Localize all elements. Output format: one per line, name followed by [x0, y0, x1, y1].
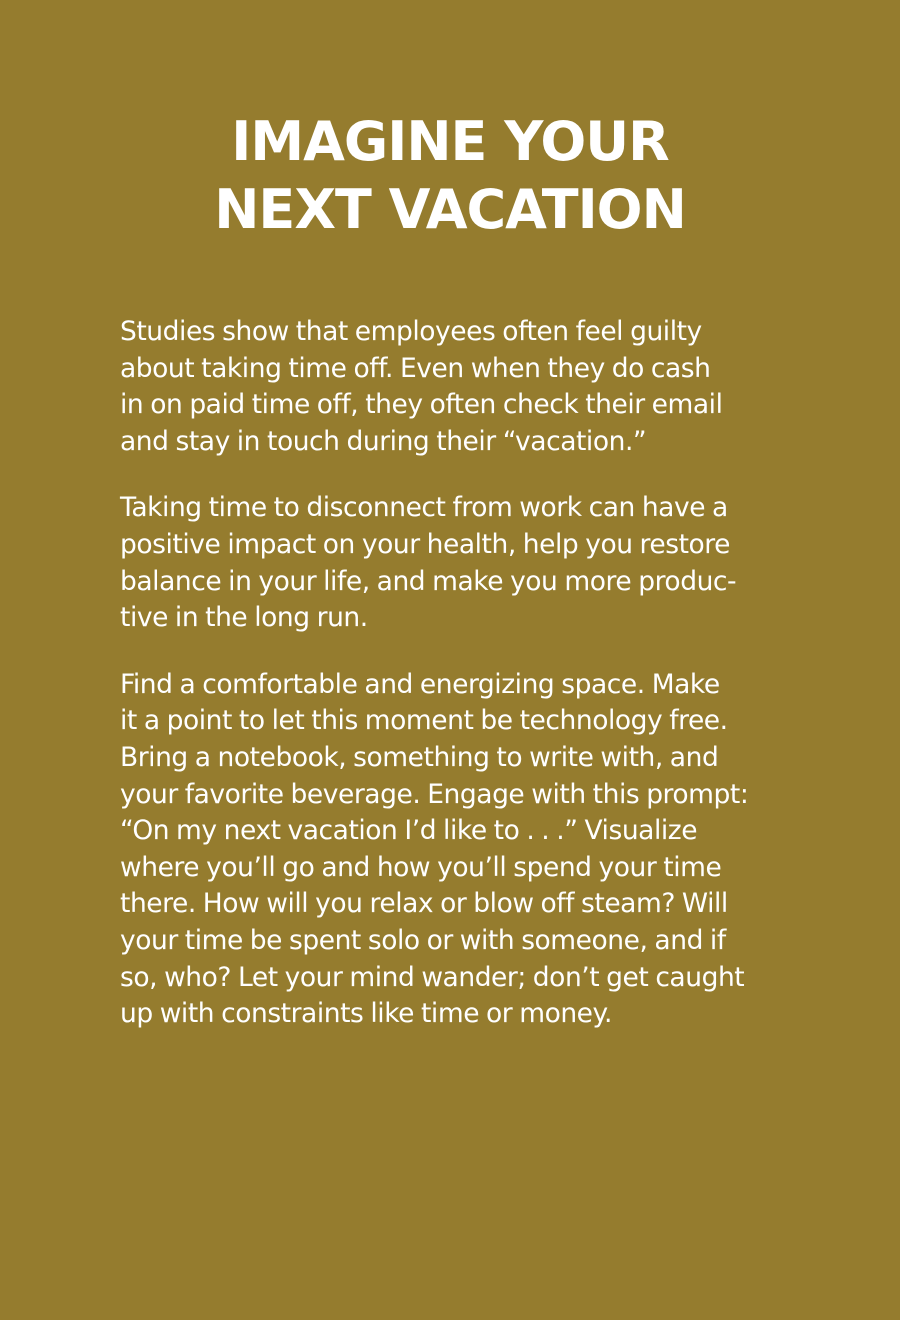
text-line: “On my next vacation I’d like to . . .” Visualize — [120, 815, 698, 847]
text-line: your favorite beverage. Engage with this prompt: — [120, 778, 749, 810]
paragraph-benefits — [120, 490, 800, 636]
text-line: balance in your life, and make you more produc- — [120, 565, 737, 597]
title-line: IMAGINE YOUR — [231, 110, 669, 173]
text-line: Studies show that employees often feel guilty — [120, 316, 702, 347]
text-line: Taking time to disconnect from work can have a — [120, 492, 728, 524]
text-line: there. How will you relax or blow off steam? Will — [120, 888, 728, 920]
page-title — [0, 108, 900, 244]
text-line: in on paid time off, they often check their email — [120, 389, 723, 421]
body-text — [120, 314, 800, 1063]
text-line: so, who? Let your mind wander; don’t get caught — [120, 961, 745, 993]
text-line: positive impact on your health, help you restore — [120, 528, 731, 560]
text-line: tive in the long run. — [120, 602, 368, 634]
text-line: and stay in touch during their “vacation.” — [120, 425, 647, 457]
text-line: your time be spent solo or with someone, and if — [120, 924, 726, 956]
text-line: up with constraints like time or money. — [120, 998, 612, 1030]
text-line: about taking time off. Even when they do cash — [120, 352, 711, 384]
title-line: NEXT VACATION — [214, 178, 686, 241]
text-line: Find a comfortable and energizing space. Make — [120, 668, 720, 700]
text-line: where you’ll go and how you’ll spend your time — [120, 851, 722, 883]
text-line: it a point to let this moment be technology free. — [120, 705, 728, 737]
paragraph-prompt — [120, 667, 800, 1033]
paragraph-why-vacations — [120, 314, 800, 460]
text-line: Bring a notebook, something to write with, and — [120, 741, 719, 773]
